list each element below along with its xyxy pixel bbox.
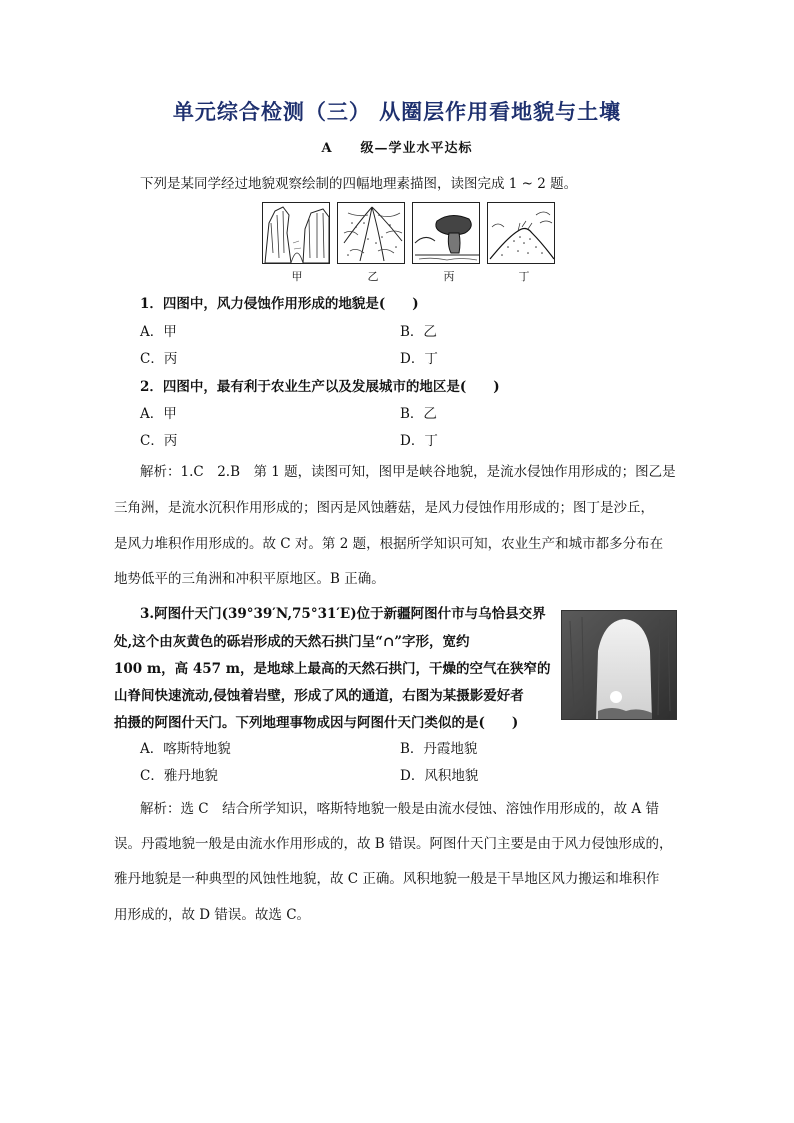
q3-option-a: A．喀斯特地貌 — [140, 741, 231, 757]
figure-label-ding: 丁 — [518, 270, 530, 283]
figure-label-jia: 甲 — [291, 270, 303, 283]
tianmen-arch-photo — [561, 610, 677, 720]
question-3-stem-line-3: 100 m，高 457 m，是地球上最高的天然石拱门，干燥的空气在狭窄的 — [114, 661, 551, 677]
landform-sketches — [262, 202, 532, 268]
sketch-canyon — [262, 202, 330, 264]
page-title: 单元综合检测（三） 从圈层作用看地貌与土壤 — [172, 99, 622, 124]
q2-option-b: B．乙 — [400, 406, 437, 422]
question-3-stem-line-1: 3.阿图什天门(39°39′N,75°31′E)位于新疆阿图什市与乌恰县交界 — [140, 606, 546, 622]
sketch-mushroom-rock — [412, 202, 480, 264]
q3-option-d: D．风积地貌 — [400, 768, 479, 784]
q1-option-c: C．丙 — [140, 351, 178, 367]
question-3-stem-line-4: 山脊间快速流动,侵蚀着岩壁，形成了风的通道，右图为某摄影爱好者 — [114, 688, 524, 704]
sketch-delta — [337, 202, 405, 264]
figure-label-bing: 丙 — [443, 270, 455, 283]
analysis-1-line-3: 是风力堆积作用形成的。故 C 对。第 2 题，根据所学知识可知，农业生产和城市都多分布在 — [114, 536, 664, 552]
group-intro: 下列是某同学经过地貌观察绘制的四幅地理素描图，读图完成 1 ~ 2 题。 — [140, 176, 578, 192]
level-heading: A 级—学业水平达标 — [321, 141, 473, 156]
q2-option-a: A．甲 — [140, 406, 177, 422]
q1-option-b: B．乙 — [400, 324, 437, 340]
q3-option-c: C．雅丹地貌 — [140, 768, 218, 784]
q2-option-c: C．丙 — [140, 433, 178, 449]
analysis-2-line-2: 误。丹霞地貌一般是由流水作用形成的，故 B 错误。阿图什天门主要是由于风力侵蚀形成的， — [114, 836, 673, 852]
q1-option-a: A．甲 — [140, 324, 177, 340]
analysis-2-line-1: 解析：选 C 结合所学知识，喀斯特地貌一般是由流水侵蚀、溶蚀作用形成的，故 A 错 — [140, 801, 659, 817]
analysis-1-line-4: 地势低平的三角洲和冲积平原地区。B 正确。 — [114, 571, 385, 587]
analysis-1-line-1: 解析：1.C 2.B 第 1 题，读图可知，图甲是峡谷地貌，是流水侵蚀作用形成的；图乙是 — [140, 464, 676, 480]
q3-option-b: B．丹霞地貌 — [400, 741, 478, 757]
analysis-2-line-4: 用形成的，故 D 错误。故选 C。 — [114, 907, 311, 923]
question-2-stem: 2．四图中，最有利于农业生产以及发展城市的地区是( ) — [140, 379, 500, 395]
question-3-stem-line-2: 处,这个由灰黄色的砾岩形成的天然石拱门呈“∩”字形，宽约 — [114, 634, 470, 650]
analysis-1-line-2: 三角洲，是流水沉积作用形成的；图丙是风蚀蘑菇，是风力侵蚀作用形成的；图丁是沙丘， — [114, 500, 654, 516]
figure-label-yi: 乙 — [367, 270, 379, 283]
analysis-2-line-3: 雅丹地貌是一种典型的风蚀性地貌，故 C 正确。风积地貌一般是干旱地区风力搬运和堆积作 — [114, 871, 660, 887]
q2-option-d: D．丁 — [400, 433, 438, 449]
q1-option-d: D．丁 — [400, 351, 438, 367]
sketch-sand-dune — [487, 202, 555, 264]
question-3-stem-line-5: 拍摄的阿图什天门。下列地理事物成因与阿图什天门类似的是( ) — [114, 715, 519, 731]
question-1-stem: 1．四图中，风力侵蚀作用形成的地貌是( ) — [140, 296, 419, 312]
